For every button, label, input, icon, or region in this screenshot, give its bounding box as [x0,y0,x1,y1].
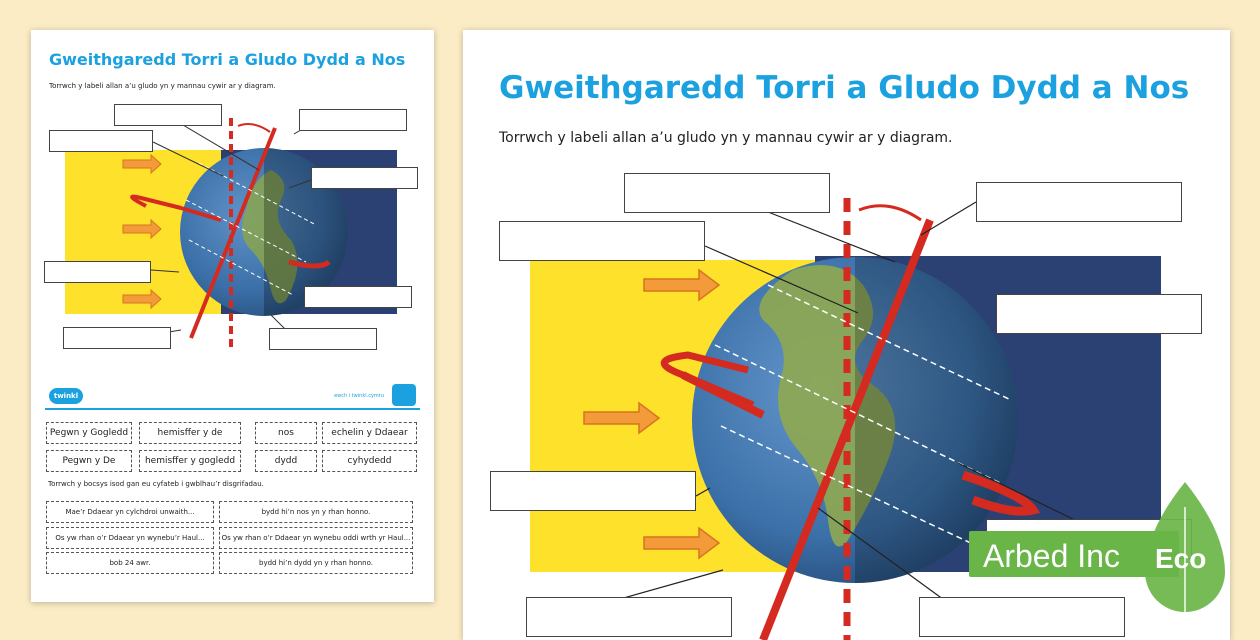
cut-word[interactable]: hemisffer y de [139,422,241,444]
twinkl-badge-icon [392,384,416,406]
worksheet-instruction-small: Torrwch y labeli allan a’u gludo yn y mannau cywir ar y diagram. [49,82,276,90]
label-blank-3[interactable] [299,109,407,131]
label-blank-7[interactable] [526,597,732,637]
worksheet-title-small: Gweithgaredd Torri a Gludo Dydd a Nos [49,50,406,69]
label-blank-5[interactable] [490,471,696,511]
twinkl-tagline: ewch i twinkl.cymru [334,393,384,399]
worksheet-instruction: Torrwch y labeli allan a’u gludo yn y mannau cywir ar y diagram. [499,130,953,146]
cut-description[interactable]: bob 24 awr. [46,552,214,574]
cut-word[interactable]: Pegwn y Gogledd [46,422,132,444]
label-blank-1[interactable] [114,104,222,126]
tilt-arc [238,124,270,132]
arbed-eco-badge [969,482,1259,630]
cut-instruction: Torrwch y bocsys isod gan eu cyfateb i gwblhau’r disgrifadau. [48,480,264,488]
label-blank-6[interactable] [304,286,412,308]
label-blank-7[interactable] [63,327,171,349]
label-blank-3[interactable] [976,182,1182,222]
badge-brand-text: Arbed Inc [983,538,1120,574]
cut-description[interactable]: Os yw rhan o’r Ddaear yn wynebu’r Haul... [46,527,214,549]
label-blank-4[interactable] [311,167,418,189]
tilt-arc [859,206,921,220]
cut-word[interactable]: cyhydedd [322,450,417,472]
label-blank-2[interactable] [499,221,705,261]
footer-bar [45,382,420,412]
label-blank-4[interactable] [996,294,1202,334]
cut-description[interactable]: Os yw rhan o’r Ddaear yn wynebu oddi wrth yr Haul... [219,527,413,549]
worksheet-title: Gweithgaredd Torri a Gludo Dydd a Nos [499,70,1190,106]
cut-description[interactable]: bydd hi’n nos yn y rhan honno. [219,501,413,523]
cut-word[interactable]: hemisffer y gogledd [139,450,241,472]
twinkl-logo: twinkl [49,388,83,404]
footer-divider [45,408,420,410]
label-blank-1[interactable] [624,173,830,213]
label-blank-5[interactable] [44,261,151,283]
badge-eco-text: Eco [1155,543,1207,574]
cut-word[interactable]: Pegwn y De [46,450,132,472]
cut-description[interactable]: bydd hi’n dydd yn y rhan honno. [219,552,413,574]
day-night-diagram-small [31,30,434,370]
label-blank-8[interactable] [269,328,377,350]
cut-description[interactable]: Mae’r Ddaear yn cylchdroi unwaith... [46,501,214,523]
worksheet-preview-small [31,30,434,602]
cut-word[interactable]: dydd [255,450,317,472]
cut-word[interactable]: nos [255,422,317,444]
cut-word[interactable]: echelin y Ddaear [322,422,417,444]
label-blank-2[interactable] [49,130,153,152]
